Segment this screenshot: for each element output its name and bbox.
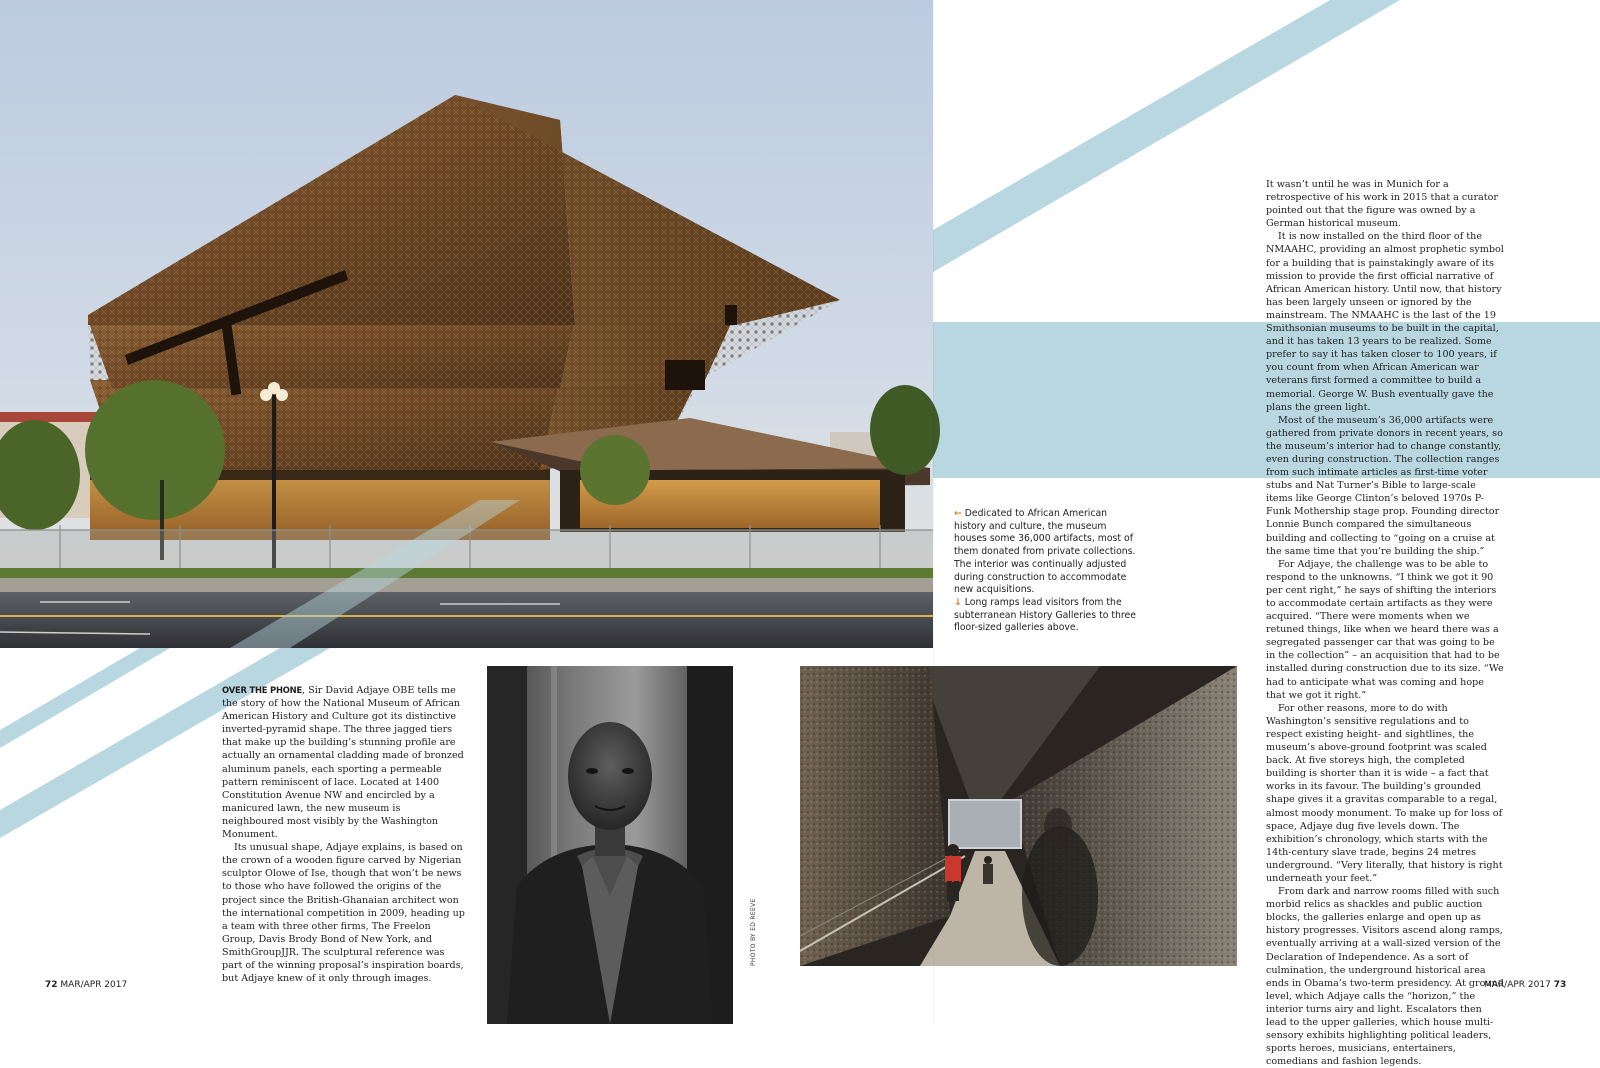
page-number-right: 73 bbox=[1553, 980, 1567, 990]
article-paragraph: It is now installed on the third floor of the NMAAHC, providing an almost prophetic symbol for a building that is painstakingly aware of its mission to provide the first official narrative of African American history. Until now, that history has been largely unseen or ignored by the mainstream. The NMAAHC is the last of the 19 Smithsonian museums to be built in the capital, and it has taken 13 years to be realized. Some prefer to say it has taken closer to 100 years, if you count from when African American war veterans first formed a committee to build a memorial. George W. Bush eventually gave the plans the green light. bbox=[1266, 231, 1504, 413]
article-paragraph: OVER THE PHONE, Sir David Adjaye OBE tells me the story of how the National Museum of African American History and Culture got its distinctive inverted-pyramid shape. The three jagged tiers that make up the building’s stunning profile are actually an ornamental cladding made of bronzed aluminum panels, each sporting a permeable pattern reminiscent of lace. Located at 1400 Constitution Avenue NW and encircled by a manicured lawn, the new museum is neighboured most visibly by the Washington Monument. bbox=[222, 685, 464, 841]
article-paragraph: For other reasons, more to do with Washington’s sensitive regulations and to respect existing height- and sightlines, the museum’s above-ground footprint was scaled back. At five storeys high, the completed building is shorter than it is wide – a fact that works in its favour. The building’s grounded shape gives it a gravitas comparable to a regal, almost moody monument. To make up for loss of space, Adjaye dug five levels down. The exhibition’s chronology, which starts with the 14th-century slave trade, begins 24 metres underground. “Very literally, that history is right underneath your feet.” bbox=[1266, 702, 1503, 884]
article-paragraph: It wasn’t until he was in Munich for a retrospective of his work in 2015 that a curator pointed out that the figure was owned by a German historical museum. bbox=[1266, 179, 1498, 230]
article-paragraph: For Adjaye, the challenge was to be able to respond to the unknowns. “I think we got it 90 per cent right,” he says of shifting the interiors to accommodate certain artifacts as they were acquired. “There were moments when we retuned things, like when we heard there was a segregated passenger car that was going to be in the collection” – an acquisition that had to be installed during construction due to its size. “We had to anticipate what was coming and hope that we got it right.” bbox=[1266, 558, 1504, 701]
article-paragraph: Its unusual shape, Adjaye explains, is based on the crown of a wooden figure carved by Nigerian sculptor Olowe of Ise, though that won’t be news to those who have followed the origins of the project since the British-Ghanaian architect won the international competition in 2009, heading up a team with three other firms, The Freelon Group, Davis Brody Bond of New York, and SmithGroupJJR. The sculptural reference was part of the winning proposal’s inspiration boards, but Adjaye knew of it only through images. bbox=[222, 842, 465, 985]
museum-exterior-photo bbox=[0, 0, 933, 648]
caption-text-ramp: Long ramps lead visitors from the subterranean History Galleries to three floor-sized galleries above. bbox=[954, 596, 1136, 634]
caption-text-exterior: Dedicated to African American history and culture, the museum houses some 36,000 artifacts, most of them donated from private collections. The interior was continually adjusted during construction to accommodate new acquisitions. bbox=[954, 508, 1136, 596]
history-galleries-ramp-photo bbox=[800, 666, 1237, 966]
photo-caption bbox=[954, 508, 1136, 635]
folio-right bbox=[1484, 980, 1566, 990]
arrow-left-icon: ← bbox=[954, 508, 962, 519]
article-paragraph: From dark and narrow rooms filled with such morbid relics as shackles and public auction blocks, the galleries enlarge and open up as history progresses. Visitors ascend along ramps, eventually arriving at a wall-sized version of the Declaration of Independence. As a sort of culmination, the underground historical area ends in Obama’s two-term presidency. At ground level, which Adjaye calls the “horizon,” the interior turns airy and light. Escalators then lead to the upper galleries, which house multi-sensory exhibits highlighting political leaders, sports heroes, musicians, entertainers, comedians and fashion legends. bbox=[1266, 886, 1504, 1068]
page-gutter bbox=[933, 0, 934, 1024]
article-paragraph: Most of the museum’s 36,000 artifacts were gathered from private donors in recent years, so the museum’s interior had to change constantly, even during construction. The collection ranges from such intimate articles as first-time voter stubs and Nat Turner’s Bible to large-scale items like George Clinton’s beloved 1970s P-Funk Mothership stage prop. Founding director Lonnie Bunch compared the simultaneous building and collecting to “going on a cruise at the same time that you’re building the ship.” bbox=[1266, 414, 1503, 557]
issue-date-right: MAR/APR 2017 bbox=[1484, 980, 1551, 990]
photo-credit: PHOTO BY ED REEVE bbox=[750, 898, 757, 966]
article-column-right bbox=[1266, 178, 1504, 1068]
page-number-left: 72 bbox=[45, 980, 58, 990]
architect-portrait-photo bbox=[487, 666, 733, 1024]
lead-in: OVER THE PHONE bbox=[222, 685, 303, 695]
arrow-down-icon: ↓ bbox=[954, 596, 962, 608]
folio-left bbox=[45, 980, 127, 990]
issue-date-left: MAR/APR 2017 bbox=[60, 980, 128, 990]
article-column-left bbox=[222, 684, 465, 985]
